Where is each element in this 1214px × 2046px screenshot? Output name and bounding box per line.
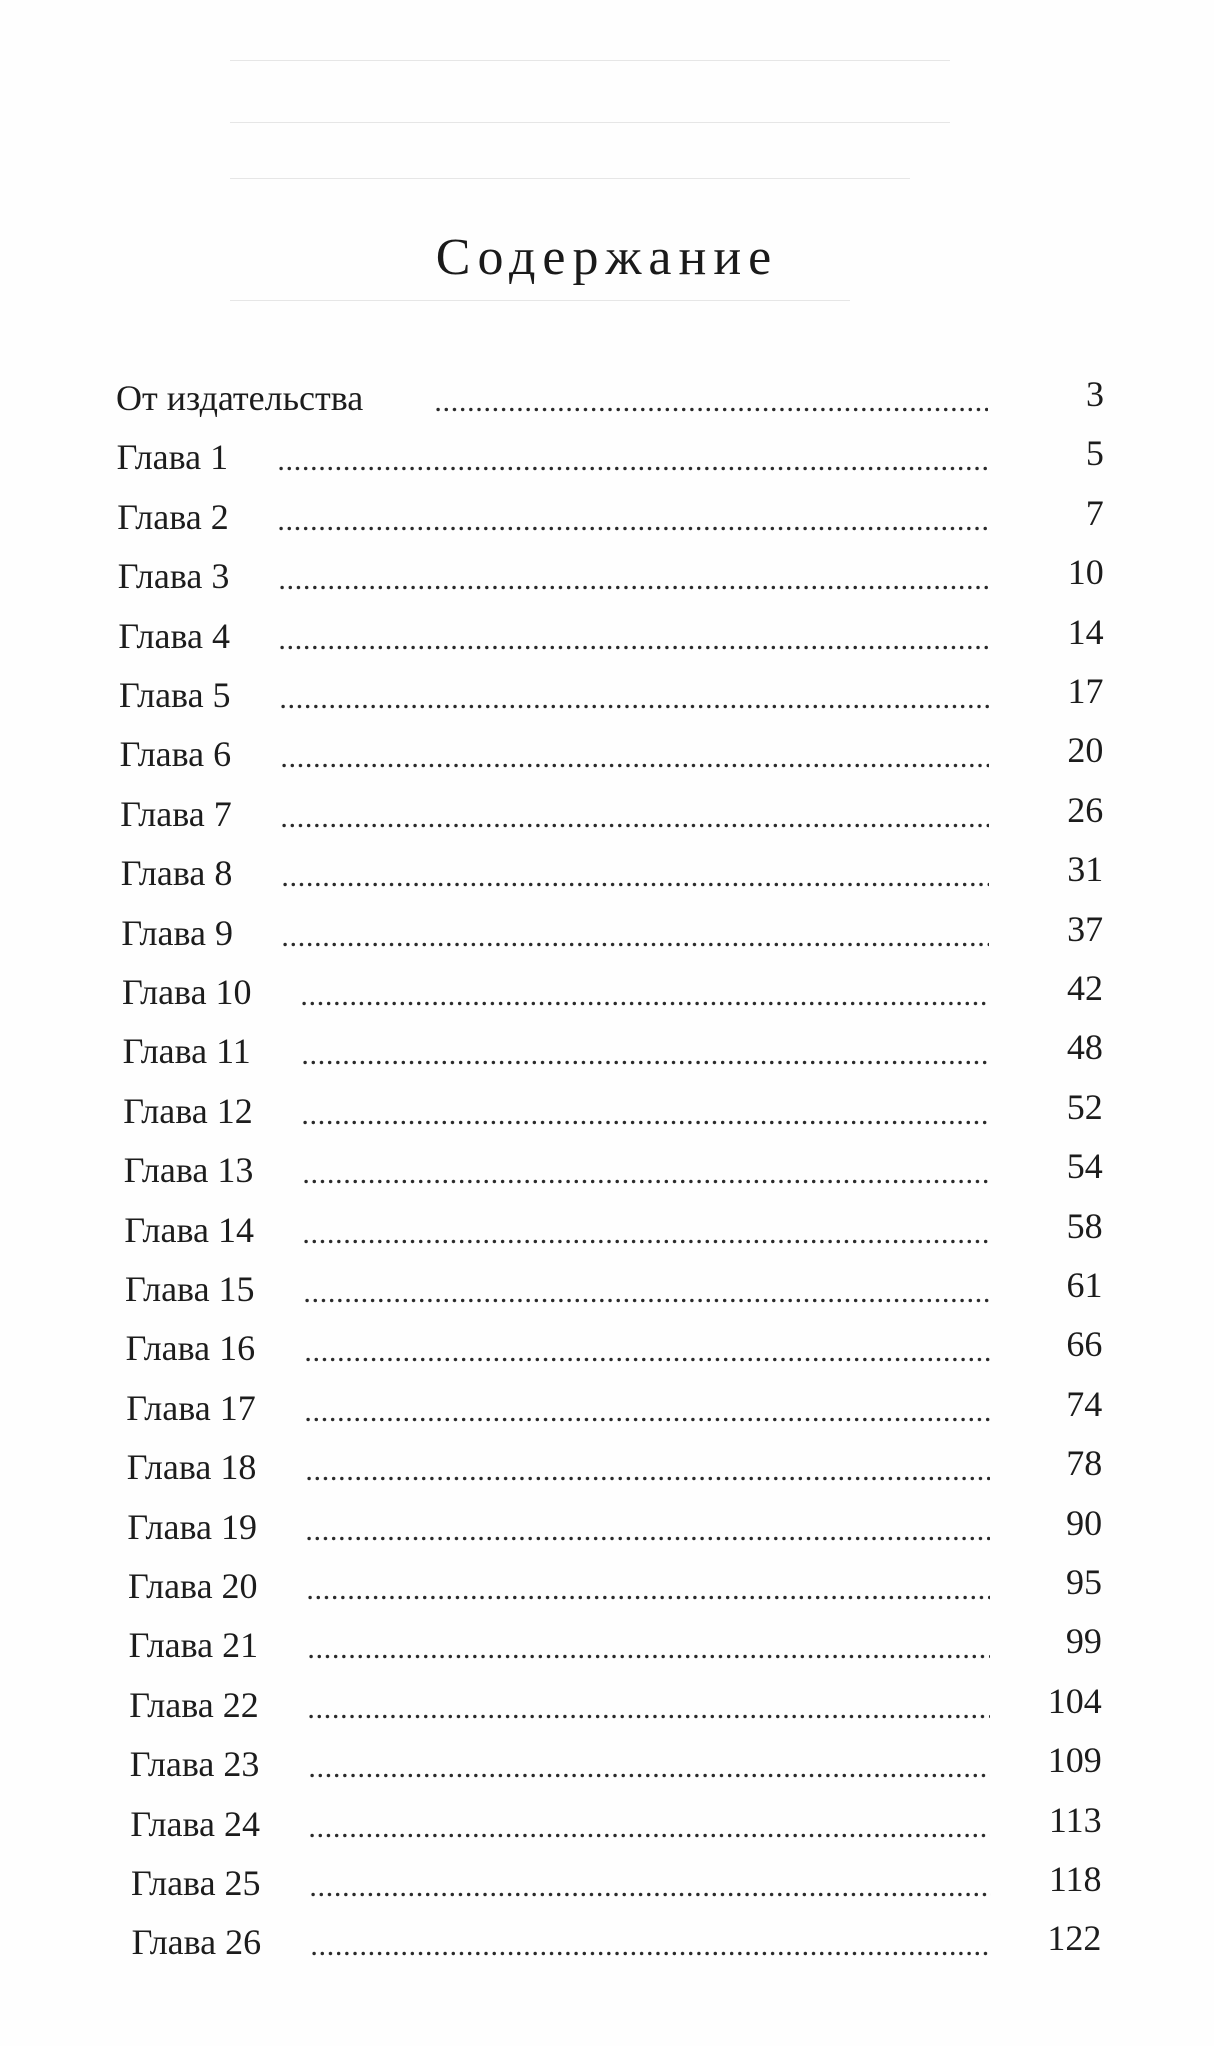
- toc-entry-page-number: 10: [1067, 552, 1104, 593]
- toc-entry-page-number: 20: [1067, 730, 1104, 771]
- toc-entry-page-number: 48: [1066, 1027, 1103, 1068]
- dot-leader: [280, 823, 989, 828]
- toc-entry-page-number: 14: [1067, 611, 1104, 652]
- dot-leader: [281, 882, 989, 887]
- toc-entry-page-number: 95: [1066, 1562, 1102, 1602]
- dot-leader: [303, 1298, 990, 1303]
- dot-leader: [280, 763, 989, 768]
- dot-leader: [304, 1357, 990, 1362]
- toc-entry-page-number: 7: [1085, 492, 1104, 533]
- toc-entry: [120, 728, 1104, 776]
- dot-leader: [308, 1833, 990, 1838]
- dot-leader: [308, 1773, 991, 1778]
- toc-entry-page-number: 52: [1066, 1086, 1103, 1127]
- dot-leader: [301, 1060, 990, 1065]
- toc-entry-label: Глава 24: [130, 1803, 260, 1844]
- toc-entry-label: Глава 11: [122, 1031, 251, 1072]
- toc-entry-label: Глава 18: [126, 1447, 257, 1488]
- toc-entry: [130, 1738, 1102, 1786]
- dot-leader: [279, 704, 989, 709]
- toc-entry-label: Глава 17: [126, 1387, 256, 1428]
- toc-entry: [116, 372, 1104, 420]
- toc-entry: [121, 847, 1103, 895]
- toc-entry-page-number: 5: [1085, 433, 1104, 474]
- toc-entry-page-number: 113: [1048, 1799, 1102, 1840]
- toc-entry-page-number: 90: [1066, 1502, 1103, 1543]
- dot-leader: [302, 1179, 990, 1184]
- toc-entry-label: Глава 9: [121, 912, 233, 953]
- toc-entry: [124, 1204, 1102, 1252]
- dot-leader: [309, 1892, 991, 1897]
- toc-entry-label: Глава 1: [116, 437, 229, 478]
- dot-leader: [304, 1417, 990, 1422]
- toc-entry-page-number: 66: [1066, 1324, 1103, 1365]
- toc-entry: [126, 1322, 1103, 1370]
- toc-entry-page-number: 26: [1067, 789, 1104, 830]
- toc-entry-page-number: 122: [1047, 1918, 1102, 1959]
- toc-entry-page-number: 42: [1067, 968, 1103, 1008]
- toc-entry-label: Глава 22: [129, 1684, 259, 1725]
- toc-entry-label: Глава 2: [117, 496, 229, 537]
- toc-entry: [118, 610, 1103, 658]
- dot-leader: [301, 1120, 989, 1125]
- toc-entry: [119, 669, 1104, 717]
- toc-entry: [125, 1263, 1103, 1311]
- toc-entry-label: Глава 12: [123, 1090, 253, 1131]
- toc-entry-page-number: 3: [1086, 374, 1104, 414]
- toc-entry-page-number: 104: [1047, 1680, 1102, 1721]
- toc-entry: [130, 1798, 1101, 1846]
- toc-entry-label: Глава 10: [122, 972, 252, 1012]
- toc-entry-page-number: 78: [1066, 1443, 1103, 1484]
- toc-entry-page-number: 118: [1048, 1859, 1102, 1899]
- toc-entry-label: Глава 6: [119, 734, 232, 775]
- toc-entry: [124, 1144, 1103, 1192]
- toc-entry: [128, 1560, 1102, 1608]
- toc-entry-label: Глава 21: [128, 1625, 259, 1666]
- toc-entry-label: Глава 13: [123, 1150, 254, 1191]
- toc-entry-page-number: 61: [1066, 1265, 1103, 1305]
- toc-entry-page-number: 99: [1065, 1621, 1102, 1662]
- dot-leader: [300, 1001, 989, 1006]
- toc-entry: [120, 788, 1103, 836]
- toc-entry: [122, 966, 1103, 1014]
- dot-leader: [281, 942, 989, 947]
- dot-leader: [310, 1951, 991, 1956]
- toc-entry-page-number: 54: [1066, 1146, 1103, 1187]
- dot-leader: [305, 1476, 990, 1481]
- toc-entry-label: Глава 23: [129, 1744, 260, 1785]
- toc-entry-label: Глава 15: [125, 1269, 255, 1309]
- page-title: Содержание: [435, 229, 779, 286]
- dot-leader: [277, 466, 989, 471]
- toc-entry: [132, 1916, 1102, 1964]
- toc-entry: [126, 1382, 1102, 1430]
- toc-entry-label: Глава 4: [118, 615, 230, 656]
- toc-entry-page-number: 74: [1066, 1383, 1103, 1424]
- toc-entry-label: От издательства: [116, 378, 364, 418]
- dot-leader: [278, 645, 988, 650]
- dot-leader: [306, 1595, 990, 1600]
- toc-entry-label: Глава 3: [117, 556, 230, 597]
- dot-leader: [434, 407, 988, 412]
- toc-entry-page-number: 31: [1067, 849, 1104, 890]
- toc-entry-label: Глава 26: [131, 1922, 262, 1963]
- toc-entry: [129, 1619, 1102, 1667]
- toc-entry: [123, 1085, 1103, 1133]
- dot-leader: [307, 1654, 991, 1659]
- toc-entry: [127, 1441, 1102, 1489]
- toc-entry-label: Глава 7: [120, 793, 232, 834]
- toc-entry: [117, 491, 1104, 539]
- toc-entry: [118, 550, 1104, 598]
- toc-entry-label: Глава 14: [124, 1209, 254, 1250]
- toc-entry-page-number: 109: [1047, 1740, 1102, 1781]
- toc-entry-label: Глава 20: [128, 1566, 258, 1606]
- toc-entry-label: Глава 8: [120, 853, 233, 894]
- toc-entry-page-number: 17: [1067, 671, 1104, 711]
- dot-leader: [307, 1714, 990, 1719]
- dot-leader: [302, 1239, 989, 1244]
- toc-entry-label: Глава 5: [119, 675, 231, 715]
- toc-entry: [131, 1857, 1102, 1905]
- toc-entry-label: Глава 19: [127, 1506, 257, 1547]
- toc-entry: [129, 1679, 1102, 1727]
- dot-leader: [277, 526, 988, 531]
- toc-entry: [127, 1501, 1102, 1549]
- toc-entry-page-number: 37: [1067, 908, 1104, 949]
- dot-leader: [278, 585, 989, 590]
- toc-entry: [117, 431, 1104, 479]
- toc-entry-page-number: 58: [1066, 1205, 1103, 1246]
- dot-leader: [305, 1536, 990, 1541]
- toc-entry-label: Глава 25: [131, 1863, 261, 1903]
- toc-entry-label: Глава 16: [125, 1328, 256, 1369]
- toc-entry: [121, 907, 1103, 955]
- toc-entry: [123, 1025, 1103, 1073]
